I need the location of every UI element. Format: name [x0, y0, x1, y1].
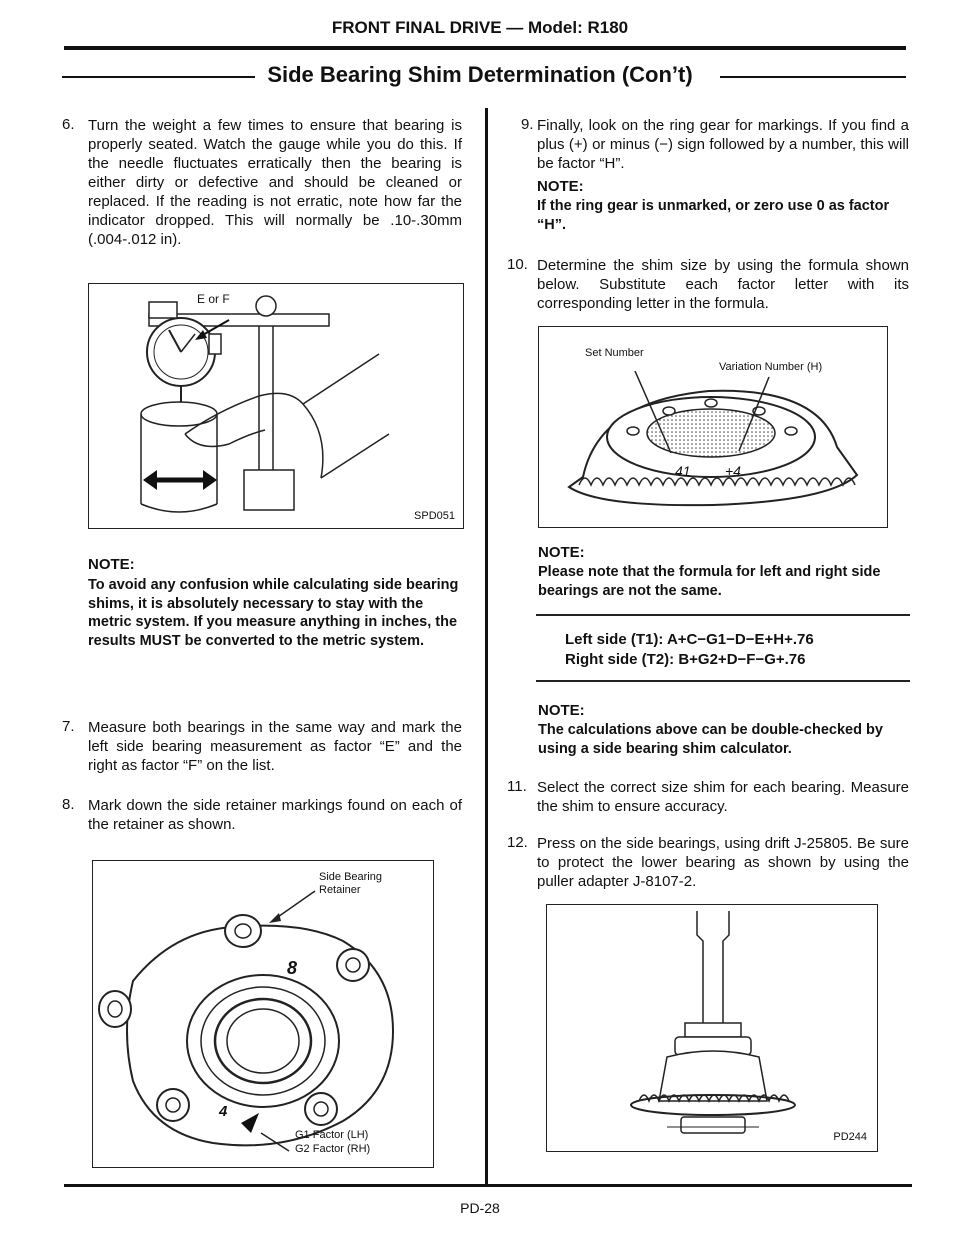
step-11-number: 11.	[507, 778, 527, 795]
step-9	[507, 116, 909, 173]
step-10-text: Determine the shim size by using the formula shown below. Substitute each factor letter with its corresponding letter in the formula.	[537, 257, 909, 312]
note-4	[538, 702, 910, 758]
factor-g1-label: G1 Factor (LH)	[295, 1129, 369, 1141]
figure-side-bearing-retainer	[92, 860, 434, 1168]
step-11	[507, 778, 909, 816]
step-10	[507, 256, 909, 313]
step-6-number: 6.	[62, 116, 75, 133]
factor-g2-label: G2 Factor (RH)	[295, 1143, 371, 1155]
retainer-mark-8: 8	[287, 958, 298, 978]
page-number: PD-28	[460, 1200, 500, 1216]
page-header: FRONT FINAL DRIVE — Model: R180	[331, 18, 629, 37]
note-1-heading: NOTE:	[88, 556, 135, 573]
retainer-illustration	[93, 861, 433, 1167]
step-10-number: 10.	[507, 256, 528, 273]
column-divider	[485, 108, 488, 1186]
note-3-body: Please note that the formula for left and right side bearings are not the same.	[538, 564, 881, 599]
step-12-text: Press on the side bearings, using drift J-25805. Be sure to protect the lower bearing as shown by using the puller adapter J-8107-2.	[537, 835, 909, 890]
press-illustration	[547, 905, 877, 1151]
step-7-text: Measure both bearings in the same way and mark the left side bearing measurement as factor “E” and the right as factor “F” on the list.	[88, 719, 462, 774]
formula-left-side: Left side (T1): A+C−G1−D−E+H+.76	[565, 631, 814, 648]
note-4-body: The calculations above can be double-checked by using a side bearing shim calculator.	[538, 722, 883, 757]
header-rule	[64, 46, 906, 50]
step-11-text: Select the correct size shim for each bearing. Measure the shim to ensure accuracy.	[537, 779, 909, 815]
figure-ring-gear-markings	[538, 326, 888, 528]
formula-right-side: Right side (T2): B+G2+D−F−G+.76	[565, 651, 806, 668]
step-6-text: Turn the weight a few times to ensure that bearing is properly seated. Watch the gauge while you do this. If the needle fluctuates erratically then the bearing is either dirty or defective and should be cleaned or replaced. If the reading is not erratic, note how far the indicator dropped. This will normally be .10-.30mm (.004-.012 in).	[88, 117, 462, 248]
ring-gear-mark-variation: +4	[725, 463, 741, 479]
ring-gear-label-variation: Variation Number (H)	[719, 361, 823, 373]
step-12	[507, 834, 909, 891]
ring-gear-label-set-number: Set Number	[585, 347, 644, 359]
formula-rule-bottom	[536, 680, 910, 682]
note-3-heading: NOTE:	[538, 544, 585, 561]
note-3	[538, 544, 910, 600]
note-2-heading: NOTE:	[537, 178, 584, 195]
note-2-body: If the ring gear is unmarked, or zero use 0 as factor “H”.	[537, 198, 890, 233]
step-7	[62, 718, 462, 775]
formula-block	[565, 630, 905, 670]
retainer-mark-4: 4	[219, 1103, 228, 1120]
retainer-label-line1: Side Bearing	[319, 871, 382, 883]
step-6	[62, 116, 462, 249]
footer-rule	[64, 1184, 912, 1187]
section-title-wrap	[0, 62, 960, 88]
note-1	[88, 556, 462, 650]
dial-indicator-illustration	[89, 284, 463, 528]
note-1-body: To avoid any confusion while calculating side bearing shims, it is absolutely necessary to stay with the metric system. If you measure anything in inches, the results MUST be converted to the metric system.	[88, 577, 459, 649]
step-12-number: 12.	[507, 834, 528, 851]
step-9-number: 9.	[521, 116, 534, 133]
ring-gear-mark-set: 41	[675, 463, 691, 479]
figure-dial-indicator	[88, 283, 464, 529]
step-8-text: Mark down the side retainer markings found on each of the retainer as shown.	[88, 797, 462, 833]
formula-rule-top	[536, 614, 910, 616]
step-7-number: 7.	[62, 718, 75, 735]
step-8	[62, 796, 462, 834]
figure-label-e-or-f: E or F	[197, 292, 230, 306]
figure-press-side-bearing	[546, 904, 878, 1152]
note-2	[537, 178, 909, 234]
figure-code-spd051: SPD051	[414, 510, 455, 522]
step-8-number: 8.	[62, 796, 75, 813]
note-4-heading: NOTE:	[538, 702, 585, 719]
retainer-label-line2: Retainer	[319, 884, 361, 896]
step-9-text: Finally, look on the ring gear for markings. If you find a plus (+) or minus (−) sign followed by a number, this will be factor “H”.	[537, 117, 909, 172]
figure-code-pd244: PD244	[833, 1131, 867, 1143]
section-title: Side Bearing Shim Determination (Con’t)	[255, 62, 704, 87]
